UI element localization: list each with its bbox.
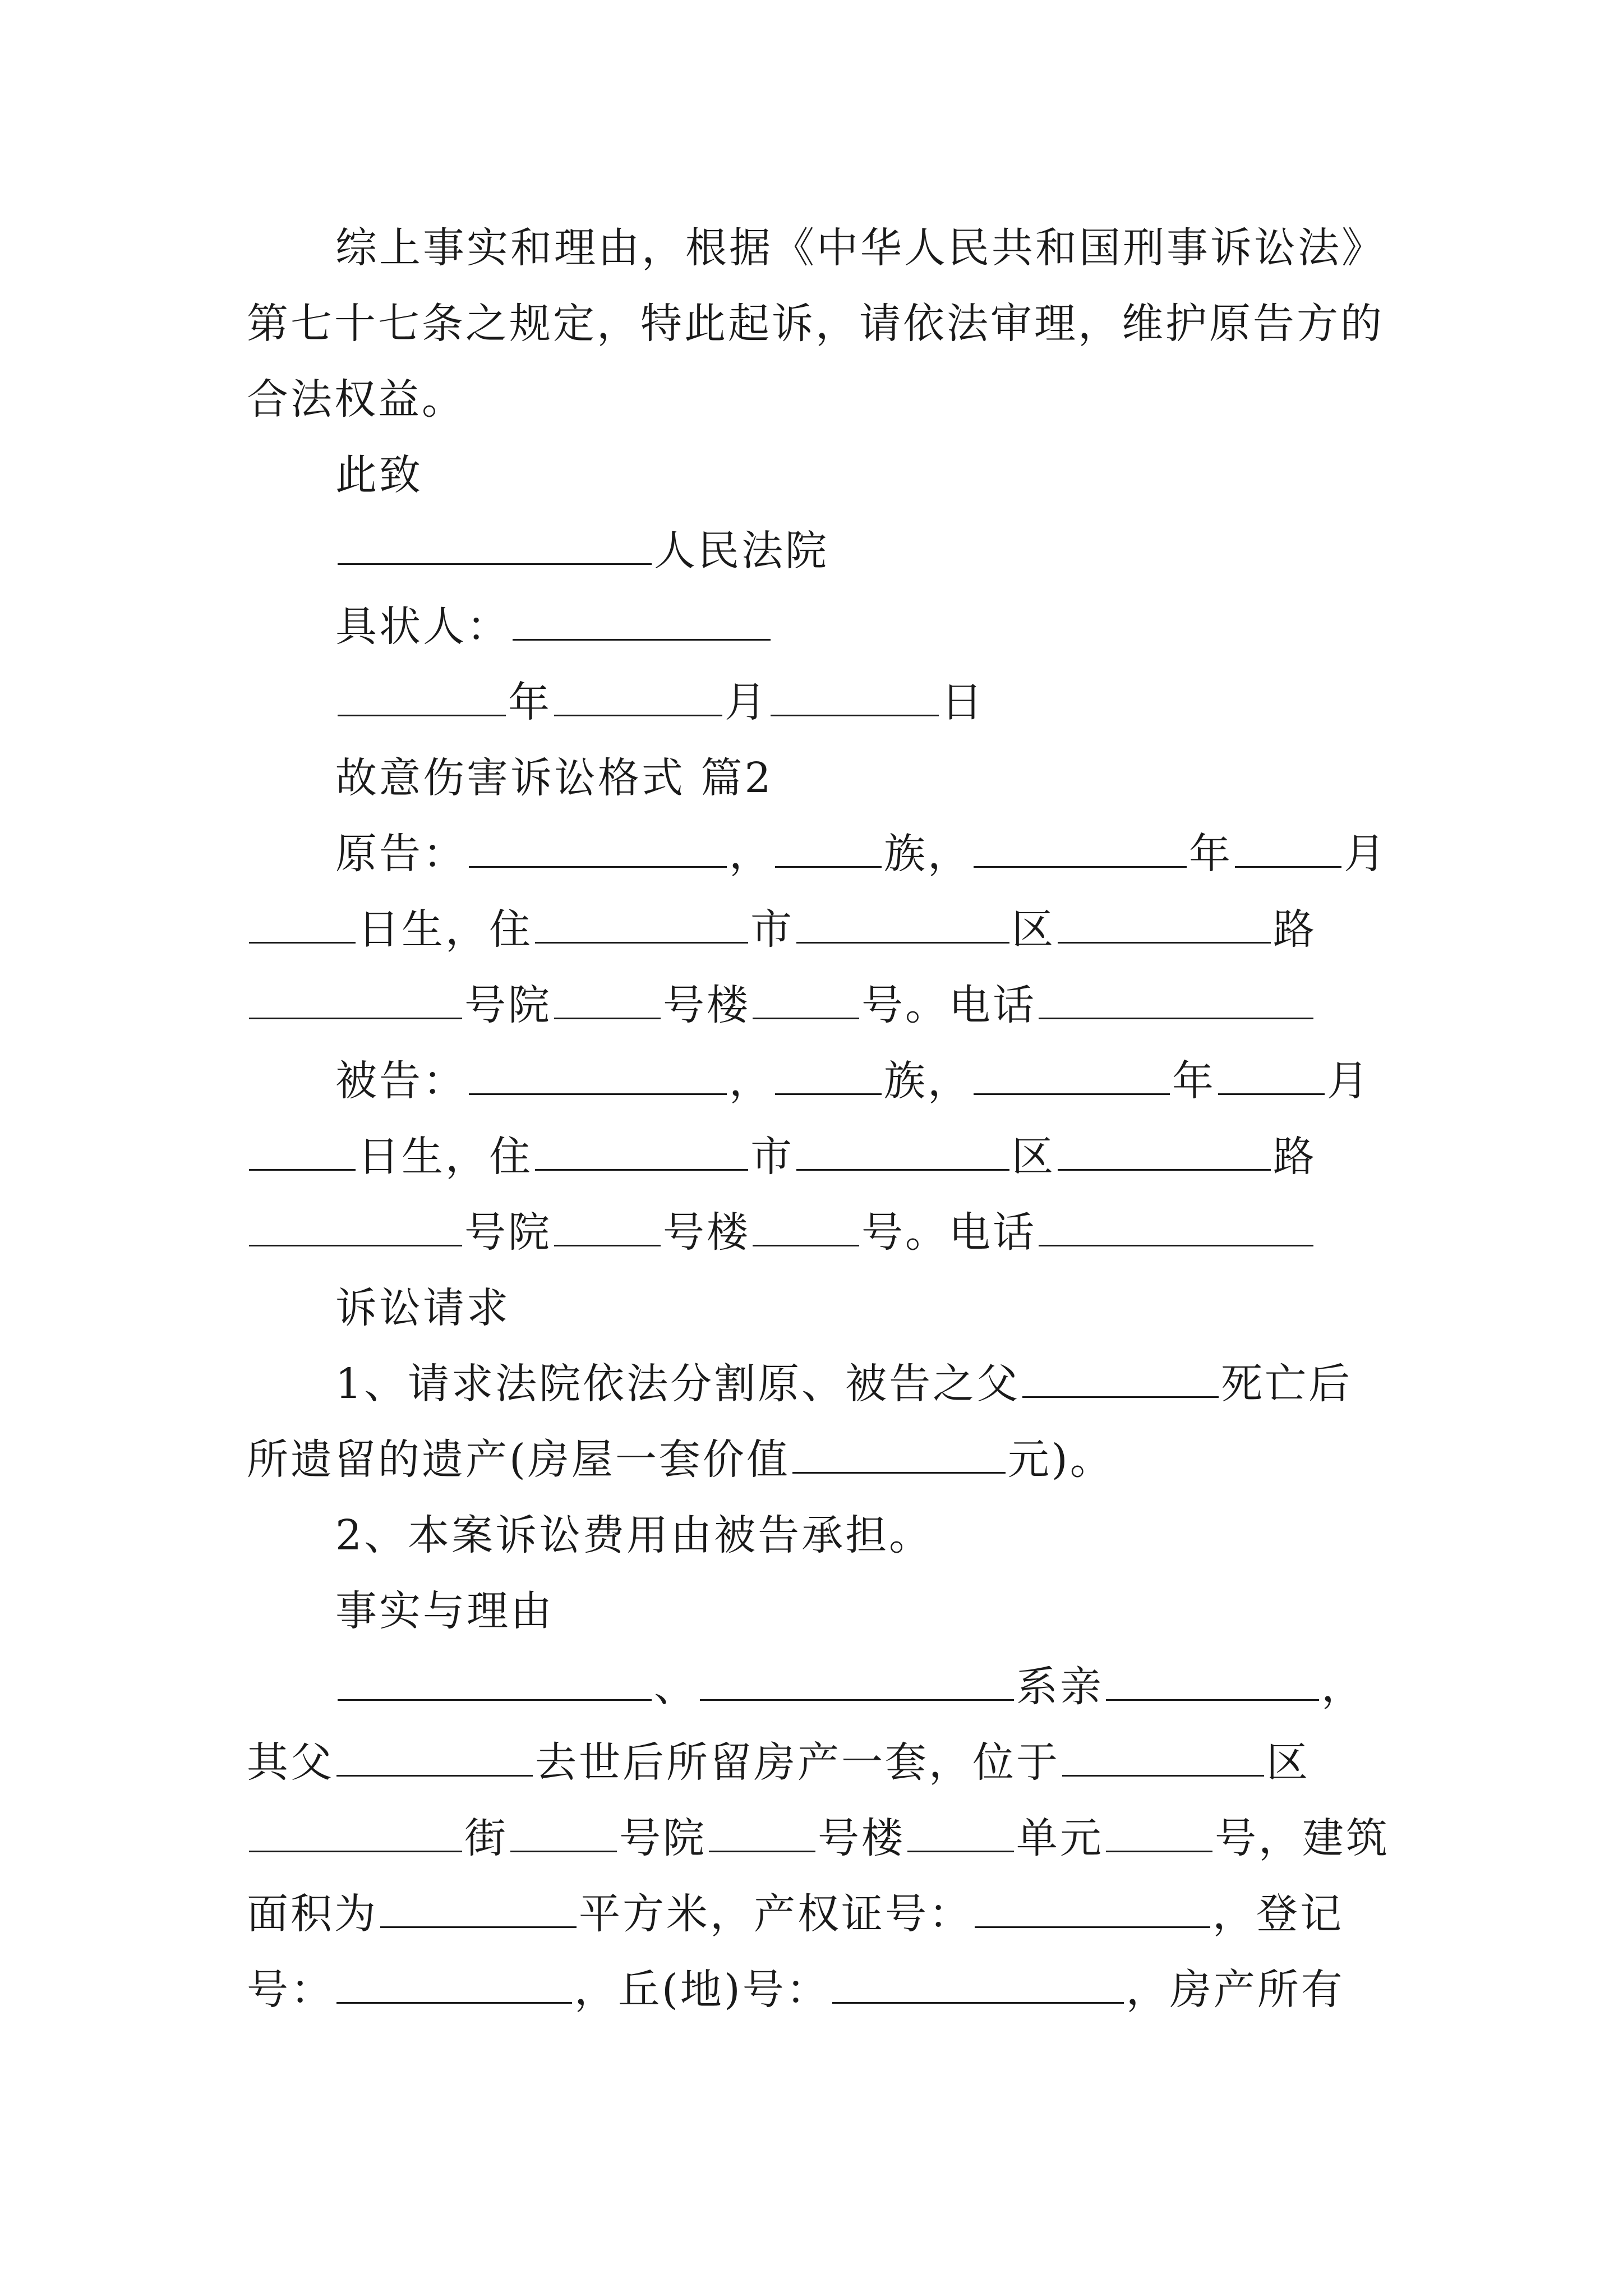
text: 日生，住: [358, 1133, 533, 1181]
blank: [554, 1014, 661, 1019]
blank: [1106, 1847, 1212, 1852]
blank: [709, 1847, 815, 1852]
facts-line-3: [247, 1814, 1391, 1862]
text: 诉讼请求: [335, 1284, 510, 1332]
blank: [832, 1999, 1124, 2004]
claim-1-line-2: [247, 1435, 1391, 1484]
text: 年: [1189, 830, 1233, 878]
blank: [753, 1241, 859, 1246]
text: 所遗留的遗产(房屋一套价值: [247, 1435, 790, 1484]
claims-title: [335, 1284, 1479, 1332]
facts-line-1: [335, 1663, 1479, 1711]
facts-title: [335, 1587, 1479, 1635]
text: 系亲: [1016, 1663, 1104, 1711]
signer-line: [335, 602, 1479, 651]
blank: [792, 1469, 1006, 1474]
blank: [796, 1166, 1009, 1171]
month-blank: [554, 711, 722, 716]
text: 号楼: [663, 981, 750, 1029]
defendant-line-3: [247, 1208, 1391, 1257]
text: 年: [508, 678, 552, 726]
blank: [338, 1696, 652, 1701]
text: 街: [464, 1814, 508, 1862]
blank: [336, 1772, 533, 1777]
blank: [753, 1014, 859, 1019]
text: 区: [1012, 1133, 1055, 1181]
text: 族，: [884, 1057, 971, 1105]
text: 市: [750, 905, 794, 954]
text: 区: [1012, 905, 1055, 954]
blank: [907, 1847, 1014, 1852]
text: 综上事实和理由，根据《中华人民共和国刑事诉讼法》: [335, 224, 1385, 272]
paragraph-line: [335, 224, 1479, 272]
text: 第七十七条之规定，特此起诉，请依法审理，维护原告方的: [247, 300, 1384, 348]
blank: [1058, 938, 1271, 944]
text: 面积为: [247, 1890, 378, 1938]
paragraph-line: [247, 300, 1391, 348]
blank: [535, 1166, 748, 1171]
text: ，登记: [1212, 1890, 1344, 1938]
text: 路: [1273, 905, 1317, 954]
blank: [1022, 1393, 1219, 1398]
blank: [469, 863, 727, 868]
text: 此致: [335, 451, 423, 499]
text: 去世后所留房产一套，位于: [535, 1738, 1060, 1787]
blank: [700, 1696, 1014, 1701]
plaintiff-line-2: [247, 905, 1391, 954]
year-blank: [338, 711, 506, 716]
text: 单元: [1016, 1814, 1104, 1862]
text: 路: [1273, 1133, 1317, 1181]
text: 号。电话: [861, 1208, 1036, 1257]
blank: [775, 863, 882, 868]
text: ，丘(地)号：: [574, 1966, 830, 2014]
blank: [380, 1923, 577, 1928]
text: 2、本案诉讼费用由被告承担。: [335, 1511, 933, 1559]
text: 日: [941, 678, 985, 726]
blank: [249, 1241, 462, 1246]
text: 年: [1172, 1057, 1216, 1105]
text: ，房产所有: [1126, 1966, 1345, 2014]
text: 号楼: [663, 1208, 750, 1257]
blank: [469, 1090, 727, 1095]
blank: [974, 1090, 1170, 1095]
text: 被告：: [335, 1057, 467, 1105]
text: 合法权益。: [247, 375, 465, 424]
blank: [775, 1090, 882, 1095]
text: 市: [750, 1133, 794, 1181]
signer-blank: [513, 636, 771, 641]
blank: [1235, 863, 1341, 868]
blank: [554, 1241, 661, 1246]
text: 具状人：: [335, 602, 510, 651]
blank: [1058, 1166, 1271, 1171]
text: 区: [1266, 1738, 1310, 1787]
text: 人民法院: [654, 527, 829, 575]
text: 日生，住: [358, 905, 533, 954]
day-blank: [771, 711, 939, 716]
claim-2: [335, 1511, 1479, 1559]
text: 月: [725, 678, 768, 726]
text: 月: [1327, 1057, 1371, 1105]
text: 月: [1344, 830, 1387, 878]
text: 事实与理由: [335, 1587, 554, 1635]
plaintiff-line-3: [247, 981, 1391, 1029]
text: 1、请求法院依法分割原、被告之父: [335, 1360, 1021, 1408]
text: 故意伤害诉讼格式 篇2: [335, 754, 773, 802]
paragraph-line: [247, 375, 1391, 424]
blank: [975, 1923, 1210, 1928]
defendant-line-1: [335, 1057, 1479, 1105]
blank: [1062, 1772, 1264, 1777]
blank: [249, 1847, 462, 1852]
salutation: [335, 451, 1479, 499]
text: 其父: [247, 1738, 334, 1787]
blank: [249, 938, 356, 944]
court-line: [335, 527, 1479, 575]
defendant-line-2: [247, 1133, 1391, 1181]
blank: [249, 1166, 356, 1171]
date-line: [335, 678, 1479, 726]
text: 死亡后: [1221, 1360, 1353, 1408]
facts-line-5: [247, 1966, 1391, 2014]
text: 、: [654, 1663, 698, 1711]
text: 号院: [464, 1208, 552, 1257]
text: 号楼: [818, 1814, 905, 1862]
blank: [1039, 1014, 1313, 1019]
text: 号院: [619, 1814, 707, 1862]
text: 元)。: [1007, 1435, 1114, 1484]
section-title: [335, 754, 1479, 802]
blank: [796, 938, 1009, 944]
text: 号，建筑: [1215, 1814, 1390, 1862]
text: ，: [1321, 1663, 1365, 1711]
text: 号院: [464, 981, 552, 1029]
text: 族，: [884, 830, 971, 878]
blank: [510, 1847, 617, 1852]
blank: [1106, 1696, 1319, 1701]
text: 原告：: [335, 830, 467, 878]
text: 号：: [247, 1966, 334, 2014]
text: ，: [729, 1057, 773, 1105]
facts-line-2: [247, 1738, 1391, 1787]
text: 平方米，产权证号：: [579, 1890, 972, 1938]
text: 号。电话: [861, 981, 1036, 1029]
plaintiff-line-1: [335, 830, 1479, 878]
court-blank: [338, 560, 652, 565]
claim-1-line-1: [335, 1360, 1479, 1408]
blank: [535, 938, 748, 944]
blank: [1218, 1090, 1325, 1095]
blank: [336, 1999, 572, 2004]
text: ，: [729, 830, 773, 878]
facts-line-4: [247, 1890, 1391, 1938]
blank: [974, 863, 1187, 868]
blank: [249, 1014, 462, 1019]
blank: [1039, 1241, 1313, 1246]
